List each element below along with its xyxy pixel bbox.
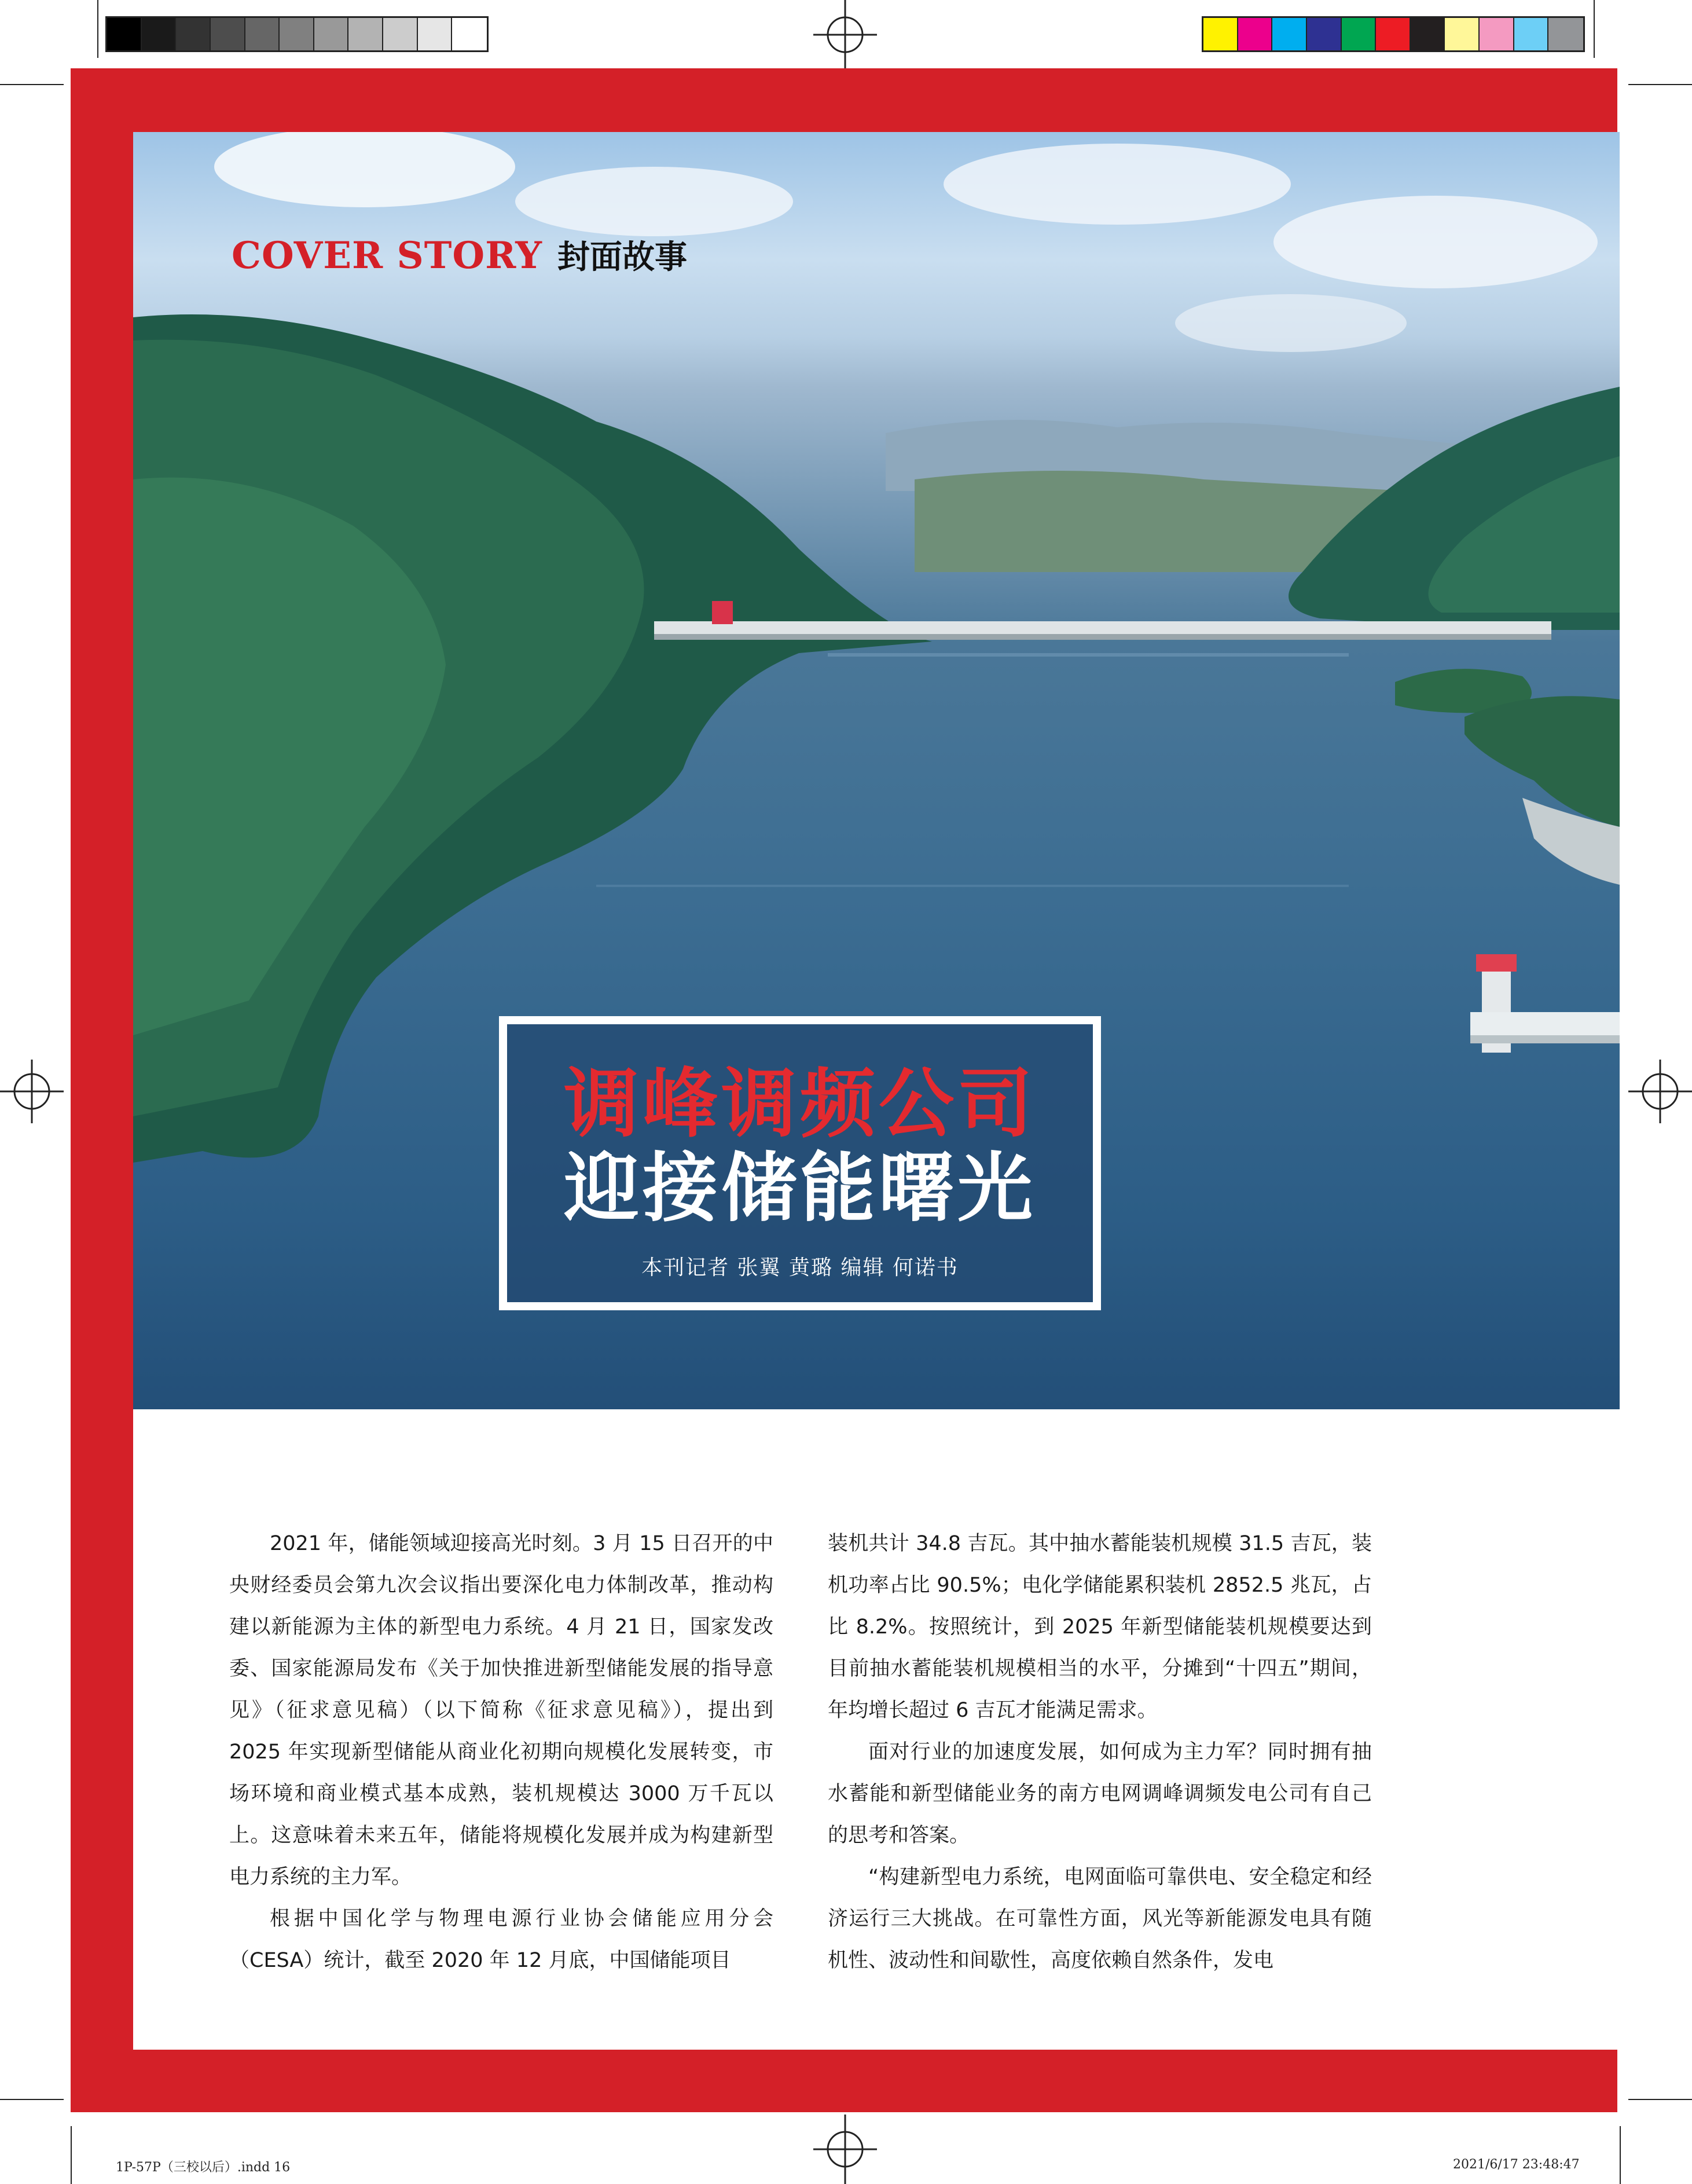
color-swatch (452, 18, 487, 50)
kicker-english: COVER STORY (232, 234, 542, 277)
color-swatch (1272, 18, 1307, 50)
paragraph: 装机共计 34.8 吉瓦。其中抽水蓄能装机规模 31.5 吉瓦，装机功率占比 90.5%；电化学储能累积装机 2852.5 兆瓦，占比 8.2%。按照统计，到 2025 年新型储能装机规模要达到目前抽水蓄能装机规模相当的水平，分摊到“十四五”期间，年均增长超过 6 吉瓦才能满足需求。 (828, 1532, 1372, 1722)
headline-box (499, 1016, 1101, 1310)
red-frame-bottom (71, 2050, 1617, 2112)
trim-mark (0, 2099, 64, 2100)
red-frame-left (71, 68, 133, 2112)
article-column-1 (229, 1523, 773, 1981)
red-frame-top (71, 68, 1617, 132)
color-swatch (245, 18, 280, 50)
color-swatch (107, 18, 142, 50)
color-swatch (1411, 18, 1445, 50)
trim-mark (71, 2126, 72, 2184)
color-swatch (176, 18, 211, 50)
registration-target-icon (1628, 1060, 1692, 1123)
color-swatch (348, 18, 383, 50)
color-swatch (418, 18, 453, 50)
registration-target-icon (0, 1060, 64, 1123)
trim-mark (1594, 0, 1595, 58)
color-swatch (1307, 18, 1342, 50)
color-swatch (1514, 18, 1549, 50)
color-swatch (211, 18, 245, 50)
registration-target-icon (813, 2115, 877, 2184)
trim-mark (1628, 84, 1692, 85)
trim-mark (0, 84, 64, 85)
kicker-chinese: 封面故事 (557, 239, 687, 276)
color-swatch (383, 18, 418, 50)
color-swatch (1548, 18, 1583, 50)
byline: 本刊记者 张翼 黄璐 编辑 何诺书 (641, 1256, 959, 1280)
color-swatch (1376, 18, 1411, 50)
color-swatch (1203, 18, 1238, 50)
trim-mark (1620, 2126, 1621, 2184)
headline-line-2: 迎接储能曙光 (563, 1144, 1036, 1232)
paragraph: 根据中国化学与物理电源行业协会储能应用分会（CESA）统计，截至 2020 年 12 月底，中国储能项目 (229, 1907, 773, 1972)
headline-line-1: 调峰调频公司 (563, 1060, 1036, 1148)
color-registration-bar (1202, 16, 1585, 52)
color-swatch (142, 18, 177, 50)
color-swatch (1238, 18, 1273, 50)
registration-target-icon (813, 0, 877, 69)
grayscale-registration-bar (105, 16, 489, 52)
article-column-2 (828, 1523, 1372, 1981)
color-swatch (314, 18, 349, 50)
indd-file-slug: 1P-57P（三校以后）.indd 16 (116, 2160, 291, 2175)
print-timestamp: 2021/6/17 23:48:47 (1453, 2157, 1580, 2172)
cover-story-kicker (232, 232, 687, 278)
color-swatch (1342, 18, 1377, 50)
paragraph: “构建新型电力系统，电网面临可靠供电、安全稳定和经济运行三大挑战。在可靠性方面，风光等新能源发电具有随机性、波动性和间歇性，高度依赖自然条件，发电 (828, 1866, 1372, 1972)
color-swatch (280, 18, 314, 50)
paragraph: 面对行业的加速度发展，如何成为主力军？同时拥有抽水蓄能和新型储能业务的南方电网调峰调频发电公司有自己的思考和答案。 (828, 1740, 1372, 1847)
trim-mark (1628, 2099, 1692, 2100)
paragraph: 2021 年，储能领域迎接高光时刻。3 月 15 日召开的中央财经委员会第九次会议指出要深化电力体制改革，推动构建以新能源为主体的新型电力系统。4 月 21 日，国家发改委、国家能源局发布《关于加快推进新型储能发展的指导意见》（征求意见稿）（以下简称《征求意见稿》），提出到 2025 年实现新型储能从商业化初期向规模化发展转变，市场环境和商业模式基本成熟，装机规模达 3000 万千瓦以上。这意味着未来五年，储能将规模化发展并成为构建新型电力系统的主力军。 (229, 1532, 773, 1889)
color-swatch (1480, 18, 1514, 50)
trim-mark (97, 0, 98, 58)
reservoir-dam-photo (133, 132, 1620, 1409)
color-swatch (1445, 18, 1480, 50)
